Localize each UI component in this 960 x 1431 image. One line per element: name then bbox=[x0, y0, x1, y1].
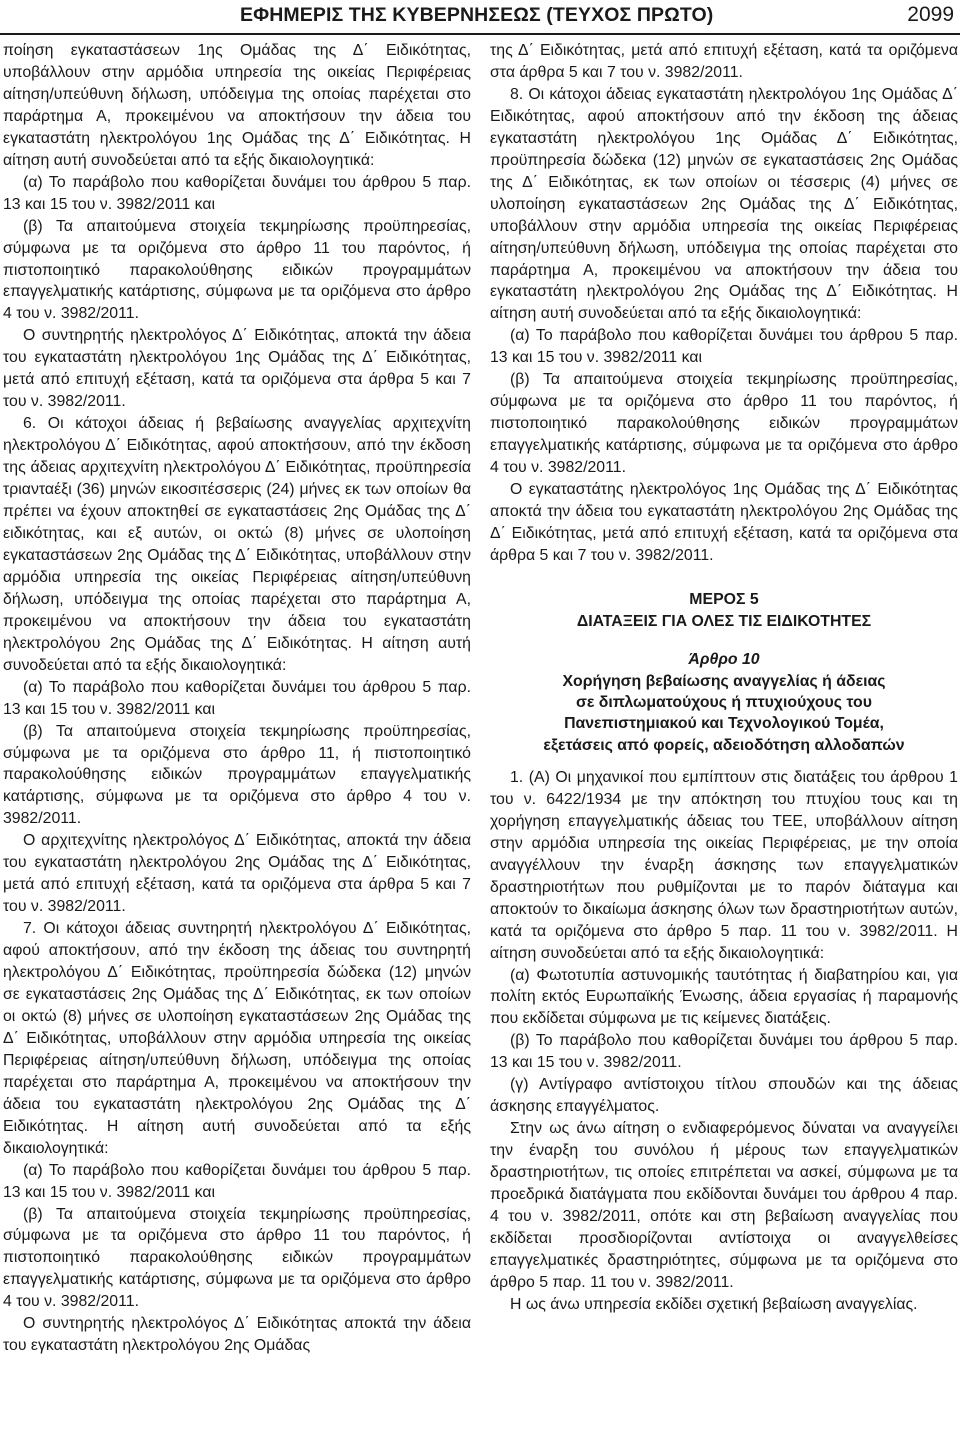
paragraph: Ο συντηρητής ηλεκτρολόγος Δ΄ Ειδικότητας αποκτά την άδεια του εγκαταστάτη ηλεκτρολόγου 2ης Ομάδας bbox=[3, 1315, 471, 1355]
header-rule bbox=[0, 33, 960, 35]
article-number: Άρθρο 10 bbox=[688, 650, 760, 668]
article-title-line: Πανεπιστημιακού και Τεχνολογικού Τομέα, bbox=[564, 715, 884, 733]
article-title-line: σε διπλωματούχους ή πτυχιούχους του bbox=[576, 694, 872, 712]
article-title-line: Χορήγηση βεβαίωσης αναγγελίας ή άδειας bbox=[562, 672, 886, 690]
paragraph: Ο εγκαταστάτης ηλεκτρολόγος 1ης Ομάδας της Δ΄ Ειδικότητας αποκτά την άδεια του εγκαταστάτη ηλεκτρολόγου 2ης Ομάδας της Δ΄ Ειδικότητας, μετά από επιτυχή εξέταση, κατά τα οριζόμενα στα άρθρα 5 και 7 του ν. 3982/2011. bbox=[490, 481, 958, 564]
paragraph: (β) Το παράβολο που καθορίζεται δυνάμει του άρθρου 5 παρ. 13 και 15 του ν. 3982/2011. bbox=[490, 1032, 958, 1072]
paragraph: Ο συντηρητής ηλεκτρολόγος Δ΄ Ειδικότητας, αποκτά την άδεια του εγκαταστάτη ηλεκτρολόγου 1ης Ομάδας της Δ΄ Ειδικότητας, μετά από επιτυχή εξέταση, κατά τα οριζόμενα στα άρθρα 5 και 7 του ν. 3982/2011. bbox=[3, 327, 471, 411]
paragraph: (β) Τα απαιτούμενα στοιχεία τεκμηρίωσης προϋπηρεσίας, σύμφωνα με τα οριζόμενα στο άρθρο 11 του παρόντος, ή πιστοποιητικό παρακολούθησης ειδικών προγραμμάτων επαγγελματικής κατάρτισης, σύμφωνα με τα οριζόμενα στο άρθρο 4 του ν. 3982/2011. bbox=[490, 371, 958, 477]
page-number: 2099 bbox=[907, 3, 954, 26]
paragraph: Στην ως άνω αίτηση ο ενδιαφερόμενος δύναται να αναγγείλει την έναρξη του συνόλου ή μέρους των επαγγελματικών δραστηριοτήτων, τις οποίες επιτρέπεται να ασκεί, σύμφωνα με τα προεδρικά διατάγματα που εκδίδονται δυνάμει του άρθρου 4 παρ. 4 του ν. 3982/2011, οπότε και στη βεβαίωση αναγγελίας που εκδίδεται προσδιορίζονται αντίστοιχα οι αναγγελθείσες επαγγελματικές δραστηριότητες, σύμφωνα με τα οριζόμενα στο άρθρο 5 παρ. 11 του ν. 3982/2011. bbox=[490, 1120, 958, 1291]
part-heading: ΜΕΡΟΣ 5 bbox=[689, 590, 759, 608]
paragraph: (α) Το παράβολο που καθορίζεται δυνάμει του άρθρου 5 παρ. 13 και 15 του ν. 3982/2011 και bbox=[3, 173, 471, 213]
page-header bbox=[0, 0, 960, 36]
left-column bbox=[3, 40, 471, 1357]
paragraph: 6. Οι κάτοχοι άδειας ή βεβαίωσης αναγγελίας αρχιτεχνίτη ηλεκτρολόγου Δ΄ Ειδικότητας, αφού αποκτήσουν, από την έκδοση της άδειας αρχιτεχνίτη ηλεκτρολόγου Δ΄ Ειδικότητας, προϋπηρεσία τριανταέξι (36) μηνών εικοσιτέσσερις (24) μήνες εκ των οποίων θα πρέπει να έχουν αποκτηθεί σε εγκαταστάσεις 2ης Ομάδας της Δ΄ ειδικότητας, και εξ αυτών, οι οκτώ (8) μήνες σε υλοποίηση εγκαταστάσεων 2ης Ομάδας της Δ΄ Ειδικότητας, υποβάλλουν στην αρμόδια υπηρεσία της οικείας Περιφέρειας αίτηση/υπεύθυνη δήλωση, υπόδειγμα της οποίας παρέχεται στο παράρτημα Α, προκειμένου να αποκτήσουν την άδεια του εγκαταστάτη ηλεκτρολόγου 2ης Ομάδας της Δ΄ Ειδικότητας. Η αίτηση αυτή συνοδεύεται από τα εξής δικαιολογητικά: bbox=[3, 415, 471, 674]
paragraph: (β) Τα απαιτούμενα στοιχεία τεκμηρίωσης προϋπηρεσίας, σύμφωνα με τα οριζόμενα στο άρθρο 11 του παρόντος, ή πιστοποιητικό παρακολούθησης ειδικών προγραμμάτων επαγγελματικής κατάρτισης, σύμφωνα με τα οριζόμενα στο άρθρο 4 του ν. 3982/2011. bbox=[3, 1205, 471, 1311]
paragraph: (α) Το παράβολο που καθορίζεται δυνάμει του άρθρου 5 παρ. 13 και 15 του ν. 3982/2011 και bbox=[3, 678, 471, 718]
part-subheading: ΔΙΑΤΑΞΕΙΣ ΓΙΑ ΟΛΕΣ ΤΙΣ ΕΙΔΙΚΟΤΗΤΕΣ bbox=[576, 612, 872, 630]
paragraph: 7. Οι κάτοχοι άδειας συντηρητή ηλεκτρολόγου Δ΄ Ειδικότητας, αφού αποκτήσουν, από την έκδοση της άδειας του συντηρητή ηλεκτρολόγου Δ΄ Ειδικότητας, προϋπηρεσία δώδεκα (12) μηνών σε εγκαταστάσεις 2ης Ομάδας της Δ΄ Ειδικότητας, εκ των οποίων οι οκτώ (8) μήνες σε υλοποίηση εγκαταστάσεων 2ης Ομάδας της Δ΄ Ειδικότητας, υποβάλλουν στην αρμόδια υπηρεσία της οικείας Περιφέρειας αίτηση/υπεύθυνη δήλωση, υπόδειγμα της οποίας παρέχεται στο παράρτημα Α, προκειμένου να αποκτήσουν την άδεια του εγκαταστάτη ηλεκτρολόγου 2ης Ομάδας της Δ΄ Ειδικότητας. Η αίτηση αυτή συνοδεύεται από τα εξής δικαιολογητικά: bbox=[3, 920, 471, 1157]
paragraph: της Δ΄ Ειδικότητας, μετά από επιτυχή εξέταση, κατά τα οριζόμενα στα άρθρα 5 και 7 του ν. 3982/2011. bbox=[490, 42, 958, 81]
right-column bbox=[490, 40, 958, 1316]
article-title-line: εξετάσεις από φορείς, αδειοδότηση αλλοδαπών bbox=[543, 736, 905, 754]
paragraph: ποίηση εγκαταστάσεων 1ης Ομάδας της Δ΄ Ειδικότητας, υποβάλλουν στην αρμόδια υπηρεσία της οικείας Περιφέρειας αίτηση/υπεύθυνη δήλωση, υπόδειγμα της οποίας παρέχεται στο παράρτημα Α, προκειμένου να αποκτήσουν την άδεια του εγκαταστάτη ηλεκτρολόγου 1ης Ομάδας της Δ΄ Ειδικότητας. Η αίτηση αυτή συνοδεύεται από τα εξής δικαιολογητικά: bbox=[3, 42, 471, 169]
paragraph: (β) Τα απαιτούμενα στοιχεία τεκμηρίωσης προϋπηρεσίας, σύμφωνα με τα οριζόμενα στο άρθρο 11 του παρόντος, ή πιστοποιητικό παρακολούθησης ειδικών προγραμμάτων επαγγελματικής κατάρτισης, σύμφωνα με τα οριζόμενα στο άρθρο 4 του ν. 3982/2011. bbox=[3, 217, 471, 323]
paragraph: Η ως άνω υπηρεσία εκδίδει σχετική βεβαίωση αναγγελίας. bbox=[510, 1295, 918, 1313]
paragraph: (α) Φωτοτυπία αστυνομικής ταυτότητας ή διαβατηρίου και, για πολίτη εκτός Ευρωπαϊκής Ένωσης, άδεια εργασίας ή παραμονής που εκδίδεται σύμφωνα με τις κείμενες διατάξεις. bbox=[490, 966, 958, 1028]
paragraph: (α) Το παράβολο που καθορίζεται δυνάμει του άρθρου 5 παρ. 13 και 15 του ν. 3982/2011 και bbox=[490, 327, 958, 367]
paragraph: (α) Το παράβολο που καθορίζεται δυνάμει του άρθρου 5 παρ. 13 και 15 του ν. 3982/2011 και bbox=[3, 1161, 471, 1201]
paragraph: (γ) Αντίγραφο αντίστοιχου τίτλου σπουδών και της άδειας άσκησης επαγγέλματος. bbox=[490, 1076, 958, 1116]
paragraph: Ο αρχιτεχνίτης ηλεκτρολόγος Δ΄ Ειδικότητας, αποκτά την άδεια του εγκαταστάτη ηλεκτρολόγου 2ης Ομάδας της Δ΄ Ειδικότητας, μετά από επιτυχή εξέταση, κατά τα οριζόμενα στα άρθρα 5 και 7 του ν. 3982/2011. bbox=[3, 832, 471, 916]
paragraph: 8. Οι κάτοχοι άδειας εγκαταστάτη ηλεκτρολόγου 1ης Ομάδας Δ΄ Ειδικότητας, αφού αποκτήσουν από την έκδοση της άδειας εγκαταστάτη ηλεκτρολόγου 1ης Ομάδας Δ΄ Ειδικότητας, προϋπηρεσία δώδεκα (12) μηνών σε εγκαταστάσεις 2ης Ομάδας της Δ΄ Ειδικότητας, εκ των οποίων οι τέσσερις (4) μήνες σε υλοποίηση εγκαταστάσεων 2ης Ομάδας της Δ΄ Ειδικότητας, υποβάλλουν στην αρμόδια υπηρεσία της οικείας Περιφέρειας αίτηση/υπεύθυνη δήλωση, υπόδειγμα της οποίας παρέχεται στο παράρτημα Α, προκειμένου να αποκτήσουν την άδεια του εγκαταστάτη ηλεκτρολόγου 2ης Ομάδας της Δ΄ Ειδικότητας. Η αίτηση αυτή συνοδεύεται από τα εξής δικαιολογητικά: bbox=[490, 85, 958, 323]
paragraph: (β) Τα απαιτούμενα στοιχεία τεκμηρίωσης προϋπηρεσίας, σύμφωνα με τα οριζόμενα στο άρθρο 11, ή πιστοποιητικό παρακολούθησης ειδικών προγραμμάτων επαγγελματικής κατάρτισης, σύμφωνα με τα οριζόμενα στο άρθρο 4 του ν. 3982/2011. bbox=[3, 722, 471, 828]
paragraph: 1. (Α) Οι μηχανικοί που εμπίπτουν στις διατάξεις του άρθρου 1 του ν. 6422/1934 με την απόκτηση του πτυχίου τους και τη χορήγηση επαγγελματικής άδειας του ΤΕΕ, υποβάλλουν αίτηση στην αρμόδια υπηρεσία της οικείας Περιφέρειας, με την οποία αναγγέλλουν την έναρξη άσκησης των επαγγελματικών δραστηριοτήτων που ρυθμίζονται με το παρόν διάταγμα και αποκτούν το δικαίωμα άσκησης όλων των δραστηριοτήτων αυτών, κατά τα οριζόμενα στο άρθρο 5 παρ. 11 του ν. 3982/2011. Η αίτηση συνοδεύεται από τα εξής δικαιολογητικά: bbox=[490, 768, 958, 962]
gazette-title: ΕΦΗΜΕΡΙΣ ΤΗΣ ΚΥΒΕΡΝΗΣΕΩΣ (ΤΕΥΧΟΣ ΠΡΩΤΟ) bbox=[240, 4, 714, 26]
